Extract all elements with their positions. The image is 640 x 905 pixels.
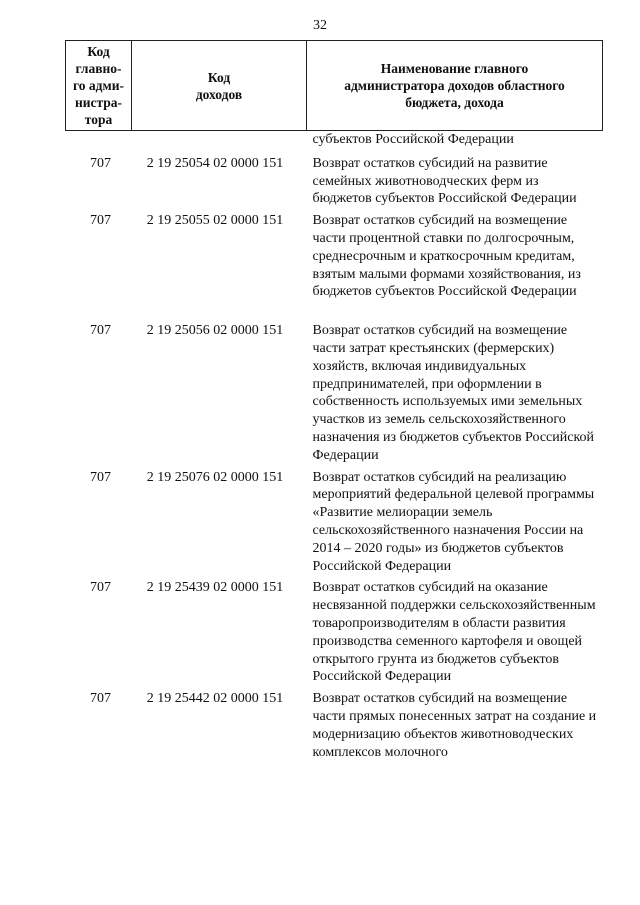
header-admin-code: [66, 41, 132, 131]
revenue-name: Возврат остатков субсидий на реализацию мероприятий федеральной целевой программы «Развитие мелиорации земель сельскохозяйственного назначения России на 2014 – 2020 годы» из бюджетов субъектов Российской Федерации: [312, 469, 595, 574]
table-row: [66, 318, 603, 464]
revenue-name: Возврат остатков субсидий на возмещение части процентной ставки по долгосрочным, среднесрочным и краткосрочным кредитам, взятым малыми формами хозяйствования, из бюджетов субъектов Российской Федерации: [312, 213, 581, 300]
revenue-code: 2 19 25439 02 0000 151: [146, 580, 284, 596]
admin-code: 707: [90, 469, 111, 485]
table-row: [66, 686, 603, 761]
header-admin-line: тора: [84, 112, 113, 127]
header-admin-line: нистра-: [74, 95, 123, 110]
admin-code: 707: [90, 580, 111, 596]
table-row: [66, 465, 603, 576]
admin-code: 707: [90, 323, 111, 339]
header-code-line: доходов: [195, 86, 243, 102]
header-code-line: Код: [207, 69, 231, 85]
code-cell: [132, 131, 307, 151]
revenue-code: 2 19 25055 02 0000 151: [146, 213, 284, 229]
admin-cell: [66, 131, 132, 151]
header-name: [307, 41, 603, 131]
header-revenue-code: [132, 41, 307, 131]
table-header: [66, 41, 603, 131]
header-admin-line: Код: [87, 44, 110, 59]
table-body: [66, 131, 603, 762]
admin-code: 707: [90, 213, 111, 229]
table-row: [66, 575, 603, 686]
header-admin-line: главно-: [75, 61, 122, 76]
table-row: [66, 208, 603, 318]
header-admin-line: го адми-: [73, 78, 124, 93]
continuation-text: субъектов Российской Федерации: [312, 132, 514, 147]
admin-code: 707: [90, 691, 111, 707]
revenue-name: Возврат остатков субсидий на оказание несвязанной поддержки сельскохозяйственным товаропроизводителям в области развития производства семенного картофеля и овощей открытого грунта из бюджетов субъектов Российской Федерации: [312, 580, 596, 685]
revenue-codes-table: [65, 40, 603, 761]
header-name-line: администратора доходов областного: [344, 78, 565, 93]
revenue-name: Возврат остатков субсидий на возмещение части прямых понесенных затрат на создание и модернизацию объектов животноводческих комплексов молочного: [312, 691, 597, 760]
revenue-name: Возврат остатков субсидий на развитие семейных животноводческих ферм из бюджетов субъектов Российской Федерации: [312, 155, 577, 207]
table-row: [66, 151, 603, 208]
continuation-row: [66, 131, 603, 151]
revenue-code: 2 19 25442 02 0000 151: [146, 691, 284, 707]
revenue-name: Возврат остатков субсидий на возмещение части затрат крестьянских (фермерских) хозяйств, включая индивидуальных предпринимателей, при оформлении в собственность используемых ими земельных участков из земель сельскохозяйственного назначения из бюджетов субъектов Российской Федерации: [312, 323, 595, 463]
page-number: 32: [313, 18, 327, 33]
revenue-code: 2 19 25056 02 0000 151: [146, 323, 284, 339]
revenue-code: 2 19 25054 02 0000 151: [146, 155, 284, 171]
header-row: [66, 41, 603, 131]
admin-code: 707: [90, 155, 111, 171]
header-name-line: Наименование главного: [380, 61, 529, 76]
header-name-line: бюджета, дохода: [405, 95, 504, 110]
revenue-code: 2 19 25076 02 0000 151: [146, 469, 284, 485]
